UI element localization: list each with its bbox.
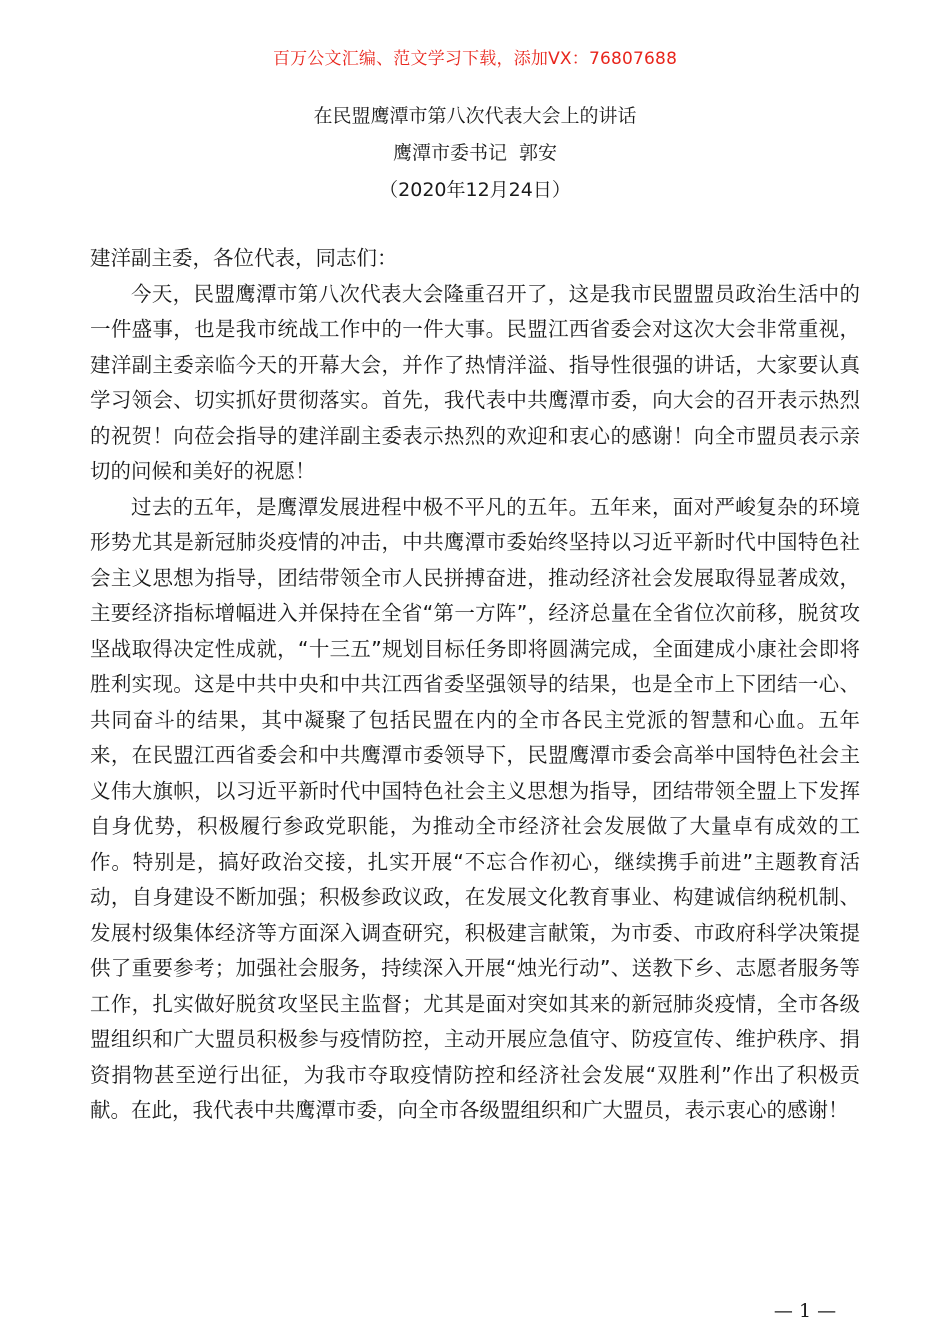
- author-line: 鹰潭市委书记 郭安: [392, 142, 558, 164]
- paragraph: 过去的五年，是鹰潭发展进程中极不平凡的五年。五年来，面对严峻复杂的环境形势尤其是新冠肺炎疫情的冲击，中共鹰潭市委始终坚持以习近平新时代中国特色社会主义思想为指导，团结带领全市人民拼搏奋进，推动经济社会发展取得显著成效，主要经济指标增幅进入并保持在全省“第一方阵”，经济总量在全省位次前移，脱贫攻坚战取得决定性成就，“十三五”规划目标任务即将圆满完成，全面建成小康社会即将胜利实现。这是中共中央和中共江西省委坚强领导的结果，也是全市上下团结一心、共同奋斗的结果，其中凝聚了包括民盟在内的全市各民主党派的智慧和心血。五年来，在民盟江西省委会和中共鹰潭市委领导下，民盟鹰潭市委会高举中国特色社会主义伟大旗帜，以习近平新时代中国特色社会主义思想为指导，团结带领全盟上下发挥自身优势，积极履行参政党职能，为推动全市经济社会发展做了大量卓有成效的工作。特别是，搞好政治交接，扎实开展“不忘合作初心，继续携手前进”主题教育活动，自身建设不断加强；积极参政议政，在发展文化教育事业、构建诚信纳税机制、发展村级集体经济等方面深入调查研究，积极建言献策，为市委、市政府科学决策提供了重要参考；加强社会服务，持续深入开展“烛光行动”、送教下乡、志愿者服务等工作，扎实做好脱贫攻坚民主监督；尤其是面对突如其来的新冠肺炎疫情，全市各级盟组织和广大盟员积极参与疫情防控，主动开展应急值守、防疫宣传、维护秩序、捐资捐物甚至逆行出征，为我市夺取疫情防控和经济社会发展“双胜利”作出了积极贡献。在此，我代表中共鹰潭市委，向全市各级盟组织和广大盟员，表示衷心的感谢！: [90, 494, 860, 1122]
- date-line: （2020年12月24日）: [379, 179, 571, 201]
- page-number: — 1 —: [773, 1300, 837, 1322]
- speech-body: [90, 241, 860, 1129]
- document-title: 在民盟鹰潭市第八次代表大会上的讲话: [313, 105, 637, 127]
- promo-banner: 百万公文汇编、范文学习下载，添加VX：76807688: [272, 49, 678, 69]
- title-block: [0, 98, 950, 209]
- paragraph: 今天，民盟鹰潭市第八次代表大会隆重召开了，这是我市民盟盟员政治生活中的一件盛事，也是我市统战工作中的一件大事。民盟江西省委会对这次大会非常重视，建洋副主委亲临今天的开幕大会，并作了热情洋溢、指导性很强的讲话，大家要认真学习领会、切实抓好贯彻落实。首先，我代表中共鹰潭市委，向大会的召开表示热烈的祝贺！向莅会指导的建洋副主委表示热烈的欢迎和衷心的感谢！向全市盟员表示亲切的问候和美好的祝愿！: [90, 281, 860, 483]
- salutation: 建洋副主委，各位代表，同志们：: [90, 246, 398, 270]
